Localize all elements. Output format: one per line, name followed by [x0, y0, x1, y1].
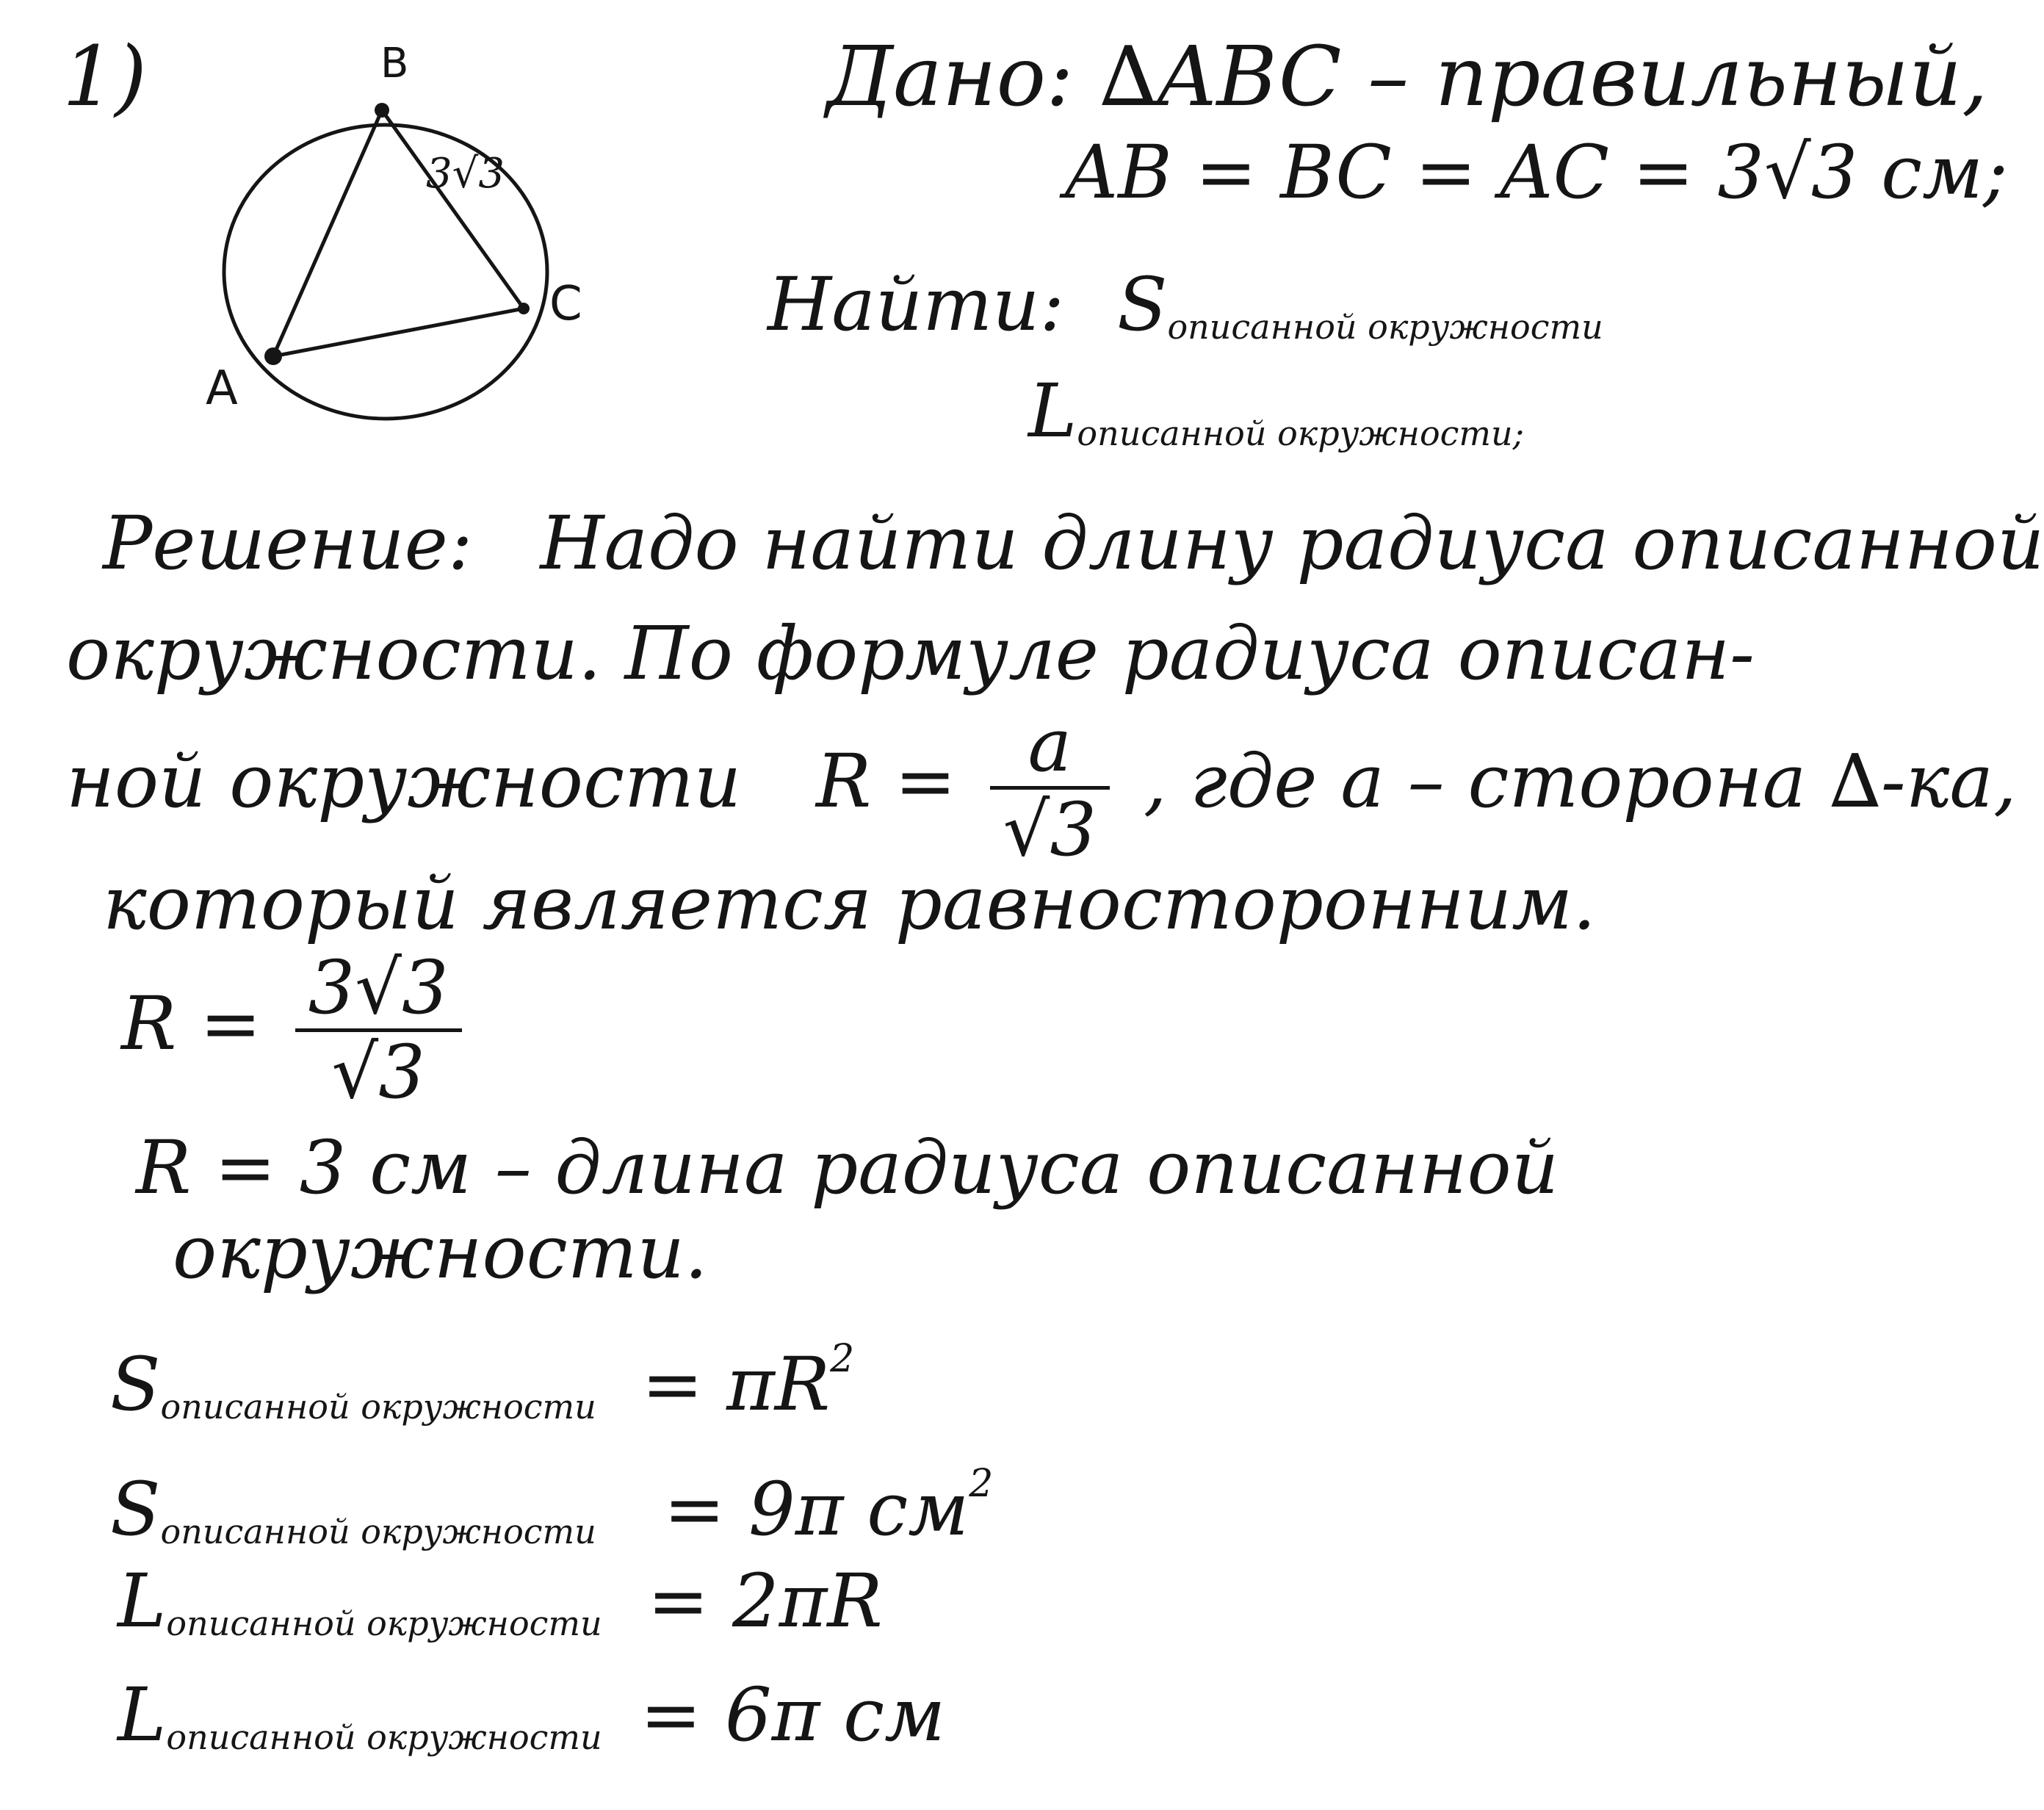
area-formula-exponent: 2 — [830, 1337, 855, 1381]
radius-formula-denominator: √3 — [1003, 787, 1097, 873]
given-line-1: ∆ABC – правильный, — [1099, 29, 1988, 125]
radius-calculation-denominator: √3 — [331, 1029, 425, 1115]
triangle-abc — [273, 110, 524, 356]
find-length-symbol: L — [1028, 368, 1077, 454]
problem-number: 1) — [62, 29, 147, 125]
radius-calculation-numerator: 3√3 — [308, 945, 449, 1031]
circumscribed-circle-diagram — [147, 29, 617, 441]
solution-line-3-tail: , где a – сторона ∆-ка, — [1143, 738, 2017, 825]
radius-calculation-fraction — [295, 945, 462, 1115]
length-value-rhs: = 6π см — [640, 1672, 946, 1758]
length-formula — [118, 1557, 883, 1667]
radius-result-line-2: окружности. — [173, 1209, 708, 1295]
length-formula-subscript: описанной окружности — [166, 1604, 602, 1643]
given-block — [826, 29, 1988, 125]
solution-line-3-text: ной окружности — [66, 738, 742, 825]
vertex-b-point — [375, 103, 389, 118]
area-value — [110, 1440, 993, 1576]
area-formula-subscript: описанной окружности — [160, 1387, 596, 1427]
area-value-exponent: 2 — [969, 1462, 994, 1506]
find-item-2 — [1028, 367, 1524, 477]
radius-calculation-lhs: R = — [121, 981, 261, 1067]
find-item-1 — [768, 261, 1603, 371]
length-value-symbol: L — [118, 1672, 167, 1758]
vertex-b-label: B — [380, 40, 409, 87]
solution-line-2: окружности. По формуле радиуса описан- — [66, 610, 1755, 696]
solution-line-1-text: Надо найти длину радиуса описанной — [540, 500, 2044, 586]
area-formula-symbol: S — [110, 1341, 161, 1427]
area-formula-rhs: = πR — [641, 1341, 831, 1427]
solution-line-1 — [103, 500, 2044, 588]
find-area-subscript: описанной окружности — [1167, 307, 1603, 347]
find-length-subscript: описанной окружности; — [1077, 414, 1525, 453]
length-value-subscript: описанной окружности — [166, 1717, 602, 1757]
vertex-c-label: C — [549, 277, 582, 331]
length-formula-symbol: L — [118, 1558, 167, 1644]
find-area-symbol: S — [1116, 262, 1168, 347]
radius-formula-numerator: a — [1028, 702, 1072, 788]
length-formula-rhs: = 2πR — [647, 1558, 883, 1644]
solution-line-4: который является равносторонним. — [103, 860, 1596, 946]
given-line-2: AB = BC = AC = 3√3 см; — [1065, 129, 2008, 215]
given-label: Дано: — [826, 29, 1074, 125]
find-label: Найти: — [768, 262, 1065, 347]
radius-result-line-1: R = 3 см – длина радиуса описанной — [136, 1125, 1559, 1211]
side-bc-length-label: 3√3 — [426, 150, 505, 198]
vertex-c-point — [518, 303, 530, 314]
radius-formula-lhs: R = — [816, 738, 956, 825]
radius-calculation — [121, 945, 472, 1115]
area-formula — [110, 1315, 854, 1451]
vertex-a-point — [264, 347, 282, 365]
area-value-subscript: описанной окружности — [160, 1512, 596, 1551]
area-value-symbol: S — [110, 1466, 161, 1552]
solution-label: Решение: — [103, 500, 473, 586]
area-value-rhs: = 9π см — [663, 1466, 969, 1552]
radius-formula-fraction — [990, 702, 1110, 873]
length-value — [118, 1671, 945, 1781]
vertex-a-label: A — [206, 361, 238, 416]
solution-line-3 — [66, 702, 2017, 873]
